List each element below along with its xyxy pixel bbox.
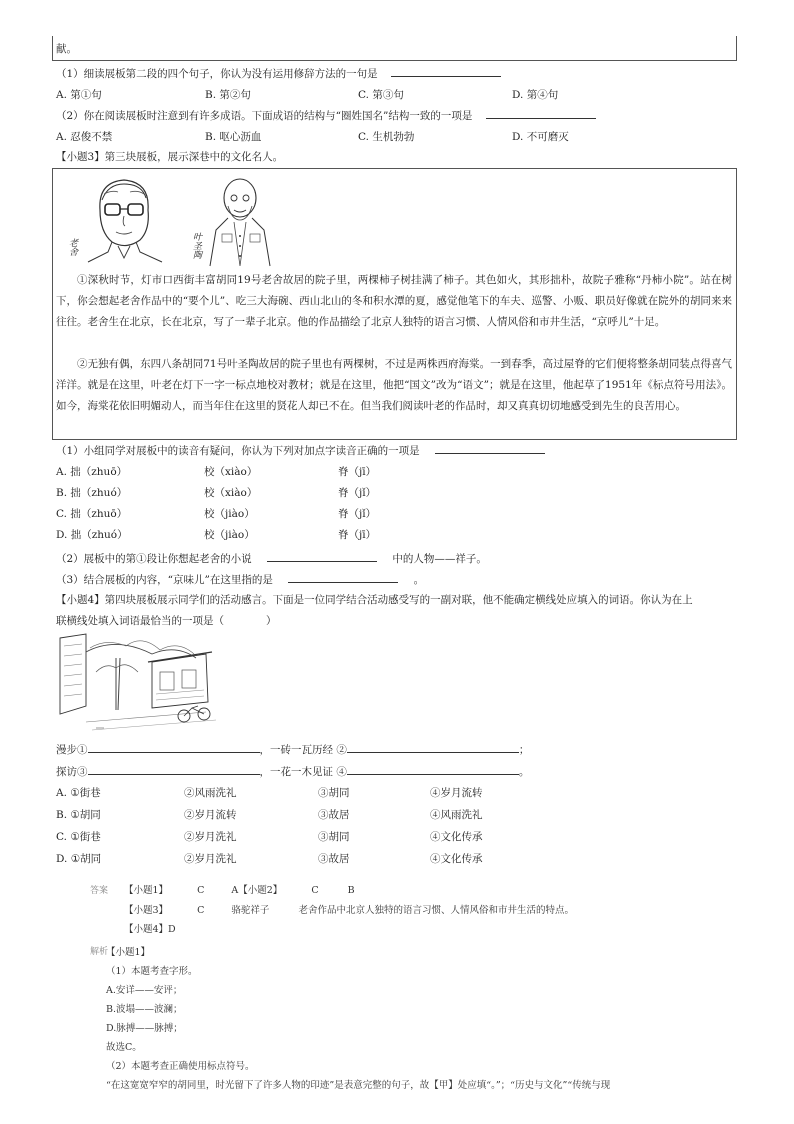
couplet-line-2: 探访③ ，一花一木见证 ④ 。 [56,766,530,778]
answer-line-3: 【小题4】D [124,924,176,935]
yeshengtao-portrait [198,172,288,267]
top-box [52,36,737,61]
q4-heading-line1: 【小题4】第四块展板展示同学们的活动感言。下面是一位同学结合活动感受写的一副对联，他不能确定横线处应填入的词语。你认为在上 [56,594,693,606]
pinyin-row-d-1[interactable]: D. 拙（zhuó） [56,529,128,541]
q3-sub3: （3）结合展板的内容，“京味儿”在这里指的是 。 [56,574,425,586]
answer-blank[interactable] [486,108,596,119]
q2-sub1-option-d[interactable]: D. 第④句 [512,89,559,101]
couplet-blank-2[interactable] [347,742,519,753]
q2-sub1-option-b[interactable]: B. 第②句 [205,89,251,101]
couplet-line-1: 漫步① ，一砖一瓦历经 ② ； [56,744,530,756]
q4-option-c-2: ②岁月洗礼 [184,831,237,843]
yeshengtao-label: 叶圣陶 [191,232,201,259]
q2-sub2-option-b[interactable]: B. 呕心沥血 [205,131,262,143]
top-fragment: 献。 [56,43,77,55]
pinyin-row-b-3: 脊（jǐ） [338,487,377,499]
q4-option-c-1[interactable]: C. ①街巷 [56,831,101,843]
q3-heading: 【小题3】第三块展板，展示深巷中的文化名人。 [56,151,284,163]
pinyin-row-d-3: 脊（jī） [338,529,377,541]
q4-option-d-4: ④文化传承 [430,853,483,865]
couplet-blank-3[interactable] [88,764,260,775]
q4-option-b-3: ③故居 [318,809,350,821]
pinyin-row-b-1[interactable]: B. 拙（zhuó） [56,487,128,499]
analysis-line-2: （1）本题考查字形。 [106,966,198,977]
answer-line-1: 【小题1】 C A【小题2】 C B [124,885,355,896]
analysis-line-8: “在这宽宽窄窄的胡同里，时光留下了许多人物的印迹”是表意完整的句子，故【甲】处应填“。”；“历史与文化”“传统与现 [106,1080,611,1091]
q4-option-c-4: ④文化传承 [430,831,483,843]
q4-heading-line2: 联横线处填入词语最恰当的一项是（ ） [56,615,277,627]
q4-option-b-1[interactable]: B. ①胡同 [56,809,101,821]
couplet-blank-1[interactable] [88,742,260,753]
q2-sub1-option-c[interactable]: C. 第③句 [358,89,404,101]
q4-option-c-3: ③胡同 [318,831,350,843]
laoshe-label: 老舍 [67,238,77,256]
q4-option-a-2: ②风雨洗礼 [184,787,237,799]
answer-blank[interactable] [391,66,501,77]
q3-paragraph-1: ①深秋时节，灯市口西街丰富胡同19号老舍故居的院子里，两棵柿子树挂满了柿子。其色如火，其形拙朴，故院子雅称“丹柿小院”。站在树下，你会想起老舍作品中的“要个儿”、吃三大海碗、西山北山的冬和积水潭的夏，感觉他笔下的车夫、巡警、小贩、职员好像就在院外的胡同来来往往。老舍生在北京，长在北京，写了一辈子北京。他的作品描绘了北京人独特的语言习惯、人情风俗和市井生活，“京呼儿”十足。 [56,274,732,328]
pinyin-row-a-3: 脊（jī） [338,466,377,478]
analysis-line-4: B.波塌——波澜； [106,1004,183,1015]
q2-sub1-prompt: （1）细读展板第二段的四个句子，你认为没有运用修辞方法的一句是 [56,66,501,81]
q2-sub2-option-a[interactable]: A. 忍俊不禁 [56,131,113,143]
q4-option-b-4: ④风雨洗礼 [430,809,483,821]
q4-option-a-4: ④岁月流转 [430,787,483,799]
q2-sub2-prompt: （2）你在阅读展板时注意到有许多成语。下面成语的结构与“圈姓国名”结构一致的一项是 [56,108,596,123]
answer-blank[interactable] [288,572,398,583]
analysis-line-6: 故选C。 [106,1042,142,1053]
pinyin-row-c-3: 脊（jǐ） [338,508,377,520]
q4-option-d-3: ③故居 [318,853,350,865]
q3-sub1-prompt: （1）小组同学对展板中的读音有疑问，你认为下列对加点字读音正确的一项是 [56,443,545,458]
pinyin-row-a-1[interactable]: A. 拙（zhuō） [56,466,128,478]
couplet-blank-4[interactable] [347,764,519,775]
pinyin-row-b-2: 校（xiào） [204,487,258,499]
q4-option-d-1[interactable]: D. ①胡同 [56,853,102,865]
q4-option-d-2: ②岁月洗礼 [184,853,237,865]
pinyin-row-a-2: 校（xiào） [204,466,258,478]
hutong-sketch [56,632,224,734]
answer-line-2: 【小题3】 C 骆驼祥子 老舍作品中北京人独特的语言习惯、人情风俗和市井生活的特点。 [124,905,574,916]
analysis-line-7: （2）本题考查正确使用标点符号。 [106,1061,255,1072]
answer-blank[interactable] [267,551,377,562]
analysis-line-5: D.脉搏——脉搏； [106,1023,183,1034]
answer-label: 答案 [90,886,109,896]
analysis-label: 解析 [90,947,109,957]
q4-option-b-2: ②岁月流转 [184,809,237,821]
q2-sub1-option-a[interactable]: A. 第①句 [56,89,102,101]
analysis-line-3: A.安详——安评； [106,985,183,996]
q3-sub2: （2）展板中的第①段让你想起老舍的小说 中的人物——祥子。 [56,553,487,565]
pinyin-row-c-1[interactable]: C. 拙（zhuō） [56,508,128,520]
q4-option-a-3: ③胡同 [318,787,350,799]
q2-sub2-option-d[interactable]: D. 不可磨灭 [512,131,569,143]
q2-sub2-option-c[interactable]: C. 生机勃勃 [358,131,415,143]
q3-paragraph-2: ②无独有偶，东四八条胡同71号叶圣陶故居的院子里也有两棵树，不过是两株西府海棠。一到春季，高过屋脊的它们便将整条胡同装点得喜气洋洋。就是在这里，叶老在灯下一字一标点地校对教材；就是在这里，他把“国文”改为“语文”；就是在这里，他起草了1951年《标点符号用法》。如今，海棠花依旧明媚动人，而当年住在这里的贤花人却已不在。但当我们阅读叶老的作品时，却又真真切切地感受到先生的良苦用心。 [56,358,732,412]
pinyin-row-c-2: 校（jiào） [204,508,255,520]
analysis-line-1: 【小题1】 [106,947,151,958]
pinyin-row-d-2: 校（jiào） [204,529,255,541]
answer-blank[interactable] [435,443,545,454]
laoshe-portrait [78,170,168,265]
q4-option-a-1[interactable]: A. ①街巷 [56,787,101,799]
